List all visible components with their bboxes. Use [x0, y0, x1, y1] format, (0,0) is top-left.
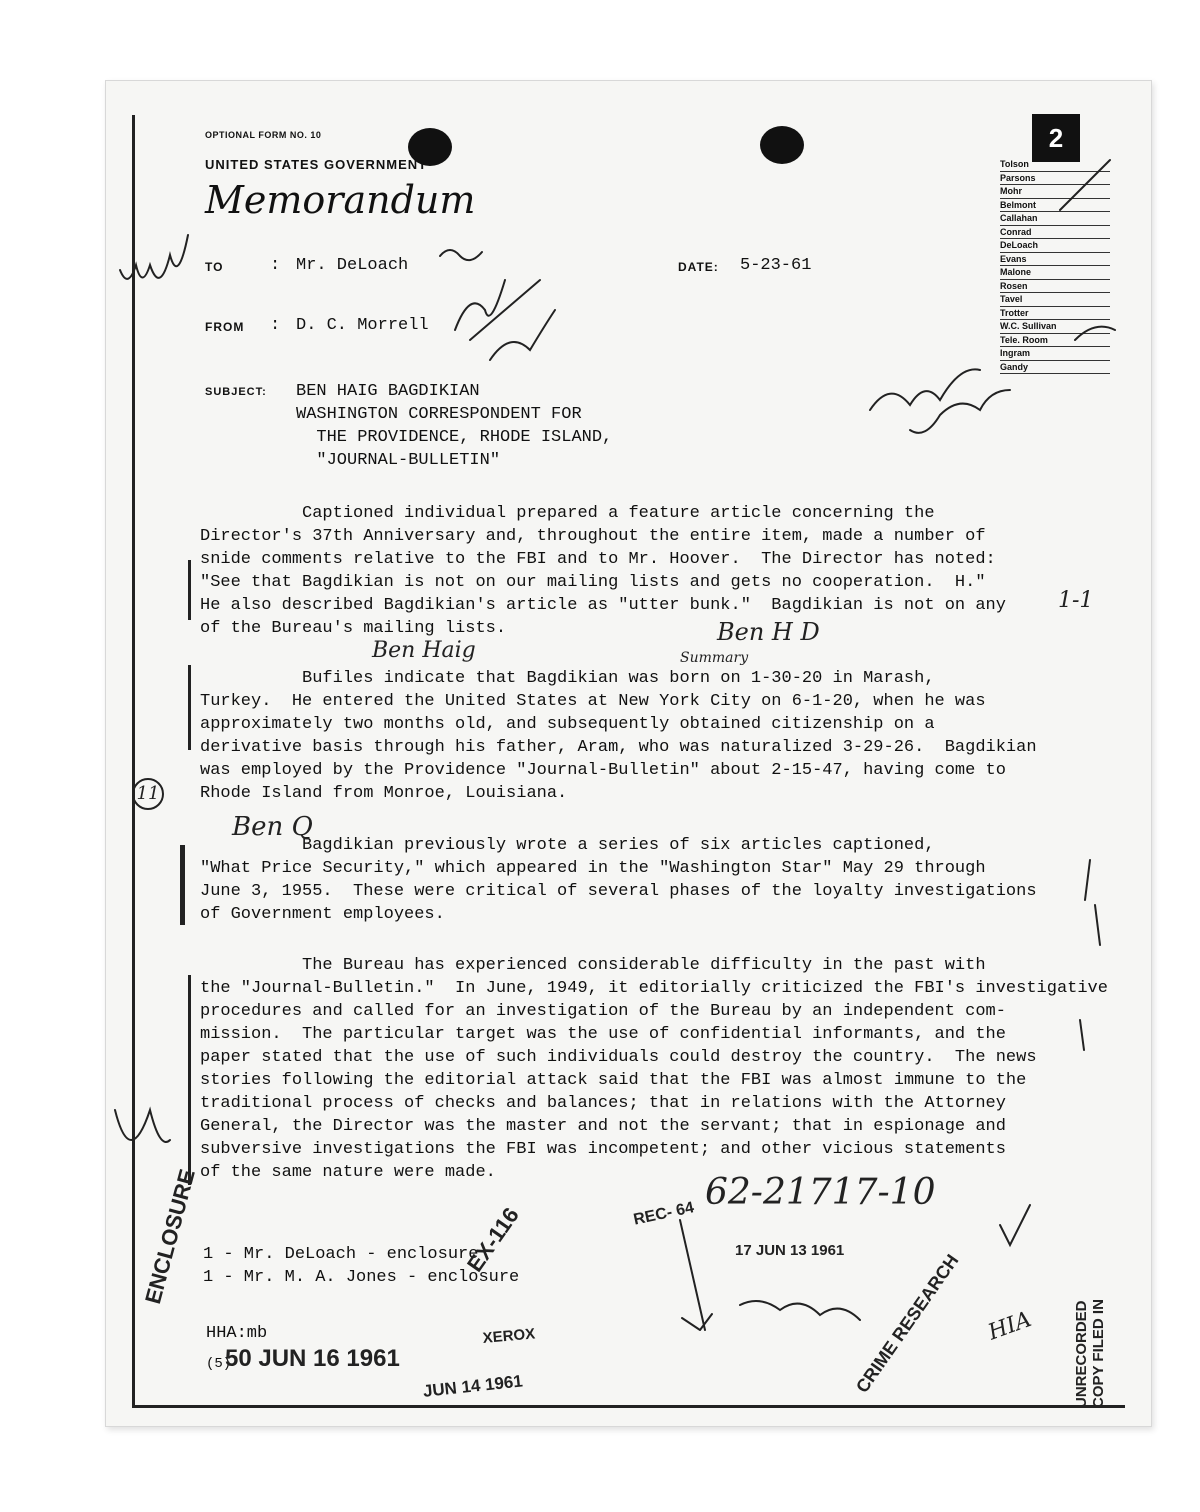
routing-name: DeLoach [1000, 239, 1110, 253]
paragraph-4 [200, 954, 1108, 1184]
body-line: derivative basis through his father, Aram, who was naturalized 3-29-26. Bagdikian [200, 738, 1037, 757]
subject-block [296, 380, 612, 472]
from-value: D. C. Morrell [296, 316, 429, 335]
unrecorded-copy-stamp: UNRECORDED COPY FILED IN [1073, 1299, 1107, 1408]
handwritten-note: 11 [132, 778, 164, 810]
enclosure-stamp: ENCLOSURE [140, 1166, 200, 1307]
routing-name: Callahan [1000, 212, 1110, 226]
handwritten-note: HIA [985, 1307, 1035, 1346]
date-value: 5-23-61 [740, 256, 812, 275]
body-line: Rhode Island from Monroe, Louisiana. [200, 784, 568, 803]
to-label: TO [205, 260, 224, 274]
distribution-line: 1 - Mr. DeLoach - enclosure [203, 1245, 479, 1264]
margin-mark [188, 975, 191, 1185]
paragraph-3 [200, 834, 1037, 926]
body-line: June 3, 1955. These were critical of several phases of the loyalty investigations [200, 882, 1037, 901]
routing-name: Ingram [1000, 347, 1110, 361]
body-line: snide comments relative to the FBI and to Mr. Hoover. The Director has noted: [200, 550, 996, 569]
file-number: 62-21717-10 [705, 1172, 936, 1213]
routing-name: Tele. Room [1000, 334, 1110, 348]
to-value: Mr. DeLoach [296, 256, 409, 275]
body-line: Director's 37th Anniversary and, throughout the entire item, made a number of [200, 527, 986, 546]
body-line: was employed by the Providence "Journal-Bulletin" about 2-15-47, having come to [200, 761, 1006, 780]
body-line: The Bureau has experienced considerable difficulty in the past with [200, 956, 986, 975]
routing-name: Tolson [1000, 158, 1110, 172]
routing-name: W.C. Sullivan [1000, 320, 1110, 334]
routing-list [1000, 158, 1110, 374]
body-line: Bagdikian previously wrote a series of six articles captioned, [200, 836, 935, 855]
body-line: Turkey. He entered the United States at New York City on 6-1-20, when he was [200, 692, 986, 711]
margin-mark [188, 560, 191, 620]
subject-line: WASHINGTON CORRESPONDENT FOR [296, 405, 582, 424]
subject-label: SUBJECT: [205, 386, 267, 398]
distribution-line: 1 - Mr. M. A. Jones - enclosure [203, 1268, 520, 1287]
typist-initials: HHA:mb [206, 1324, 268, 1343]
copies-mark: (5) [206, 1356, 232, 1372]
routing-name: Gandy [1000, 361, 1110, 375]
handwritten-note: Ben H D [717, 618, 820, 646]
date-stamp-jun14: JUN 14 1961 [422, 1371, 524, 1401]
routing-name: Trotter [1000, 307, 1110, 321]
date-label: DATE: [678, 260, 719, 274]
margin-mark [188, 665, 191, 750]
body-line: stories following the editorial attack said that the FBI was almost immune to the [200, 1071, 1027, 1090]
body-line: "What Price Security," which appeared in the "Washington Star" May 29 through [200, 859, 986, 878]
punch-hole-right [760, 126, 804, 164]
rec-stamp: REC- 64 [632, 1199, 696, 1229]
routing-name: Rosen [1000, 280, 1110, 294]
from-label: FROM [205, 320, 245, 334]
body-line: subversive investigations the FBI was incompetent; and other vicious statements [200, 1140, 1006, 1159]
subject-line: THE PROVIDENCE, RHODE ISLAND, [296, 428, 613, 447]
routing-name: Mohr [1000, 185, 1110, 199]
body-line: the "Journal-Bulletin." In June, 1949, it editorially criticized the FBI's investigative [200, 979, 1108, 998]
body-line: approximately two months old, and subsequently obtained citizenship on a [200, 715, 935, 734]
handwritten-note: Summary [680, 650, 749, 666]
crime-research-stamp: CRIME RESEARCH [852, 1250, 963, 1397]
date-stamp-jun13: 17 JUN 13 1961 [735, 1242, 845, 1259]
body-line: Captioned individual prepared a feature article concerning the [200, 504, 935, 523]
subject-line: BEN HAIG BAGDIKIAN [296, 382, 480, 401]
body-line: traditional process of checks and balances; that in relations with the Attorney [200, 1094, 1006, 1113]
subject-line: "JOURNAL-BULLETIN" [296, 451, 501, 470]
handwritten-note: 1-1 [1058, 588, 1094, 613]
routing-name: Parsons [1000, 172, 1110, 186]
page-number-badge: 2 [1032, 114, 1080, 162]
paragraph-2 [200, 667, 1037, 805]
body-line: paper stated that the use of such individuals could destroy the country. The news [200, 1048, 1037, 1067]
body-line: of the Bureau's mailing lists. [200, 619, 507, 638]
body-line: procedures and called for an investigation of the Bureau by an independent com- [200, 1002, 1006, 1021]
body-line: Bufiles indicate that Bagdikian was born on 1-30-20 in Marash, [200, 669, 935, 688]
routing-name: Belmont [1000, 199, 1110, 213]
memo-title: Memorandum [205, 178, 476, 222]
routing-name: Conrad [1000, 226, 1110, 240]
ex-stamp: EX-116 [462, 1202, 524, 1277]
body-line: General, the Director was the master and not the servant; that in espionage and [200, 1117, 1006, 1136]
from-colon: : [270, 316, 281, 335]
body-line: He also described Bagdikian's article as "utter bunk." Bagdikian is not on any [200, 596, 1006, 615]
agency-name: UNITED STATES GOVERNMENT [205, 157, 428, 172]
handwritten-note: Ben Haig [372, 638, 476, 663]
margin-mark [180, 845, 185, 925]
routing-name: Evans [1000, 253, 1110, 267]
body-line: of Government employees. [200, 905, 445, 924]
xerox-stamp: XEROX [482, 1325, 536, 1347]
body-line: mission. The particular target was the use of confidential informants, and the [200, 1025, 1006, 1044]
to-colon: : [270, 256, 281, 275]
routing-name: Malone [1000, 266, 1110, 280]
body-line: of the same nature were made. [200, 1163, 496, 1182]
date-stamp-jun16: 50 JUN 16 1961 [225, 1345, 400, 1372]
routing-name: Tavel [1000, 293, 1110, 307]
form-number: OPTIONAL FORM NO. 10 [205, 130, 322, 140]
handwritten-note: Ben Q [232, 812, 313, 842]
paragraph-1 [200, 502, 1006, 640]
body-line: "See that Bagdikian is not on our mailing lists and gets no cooperation. H." [200, 573, 986, 592]
